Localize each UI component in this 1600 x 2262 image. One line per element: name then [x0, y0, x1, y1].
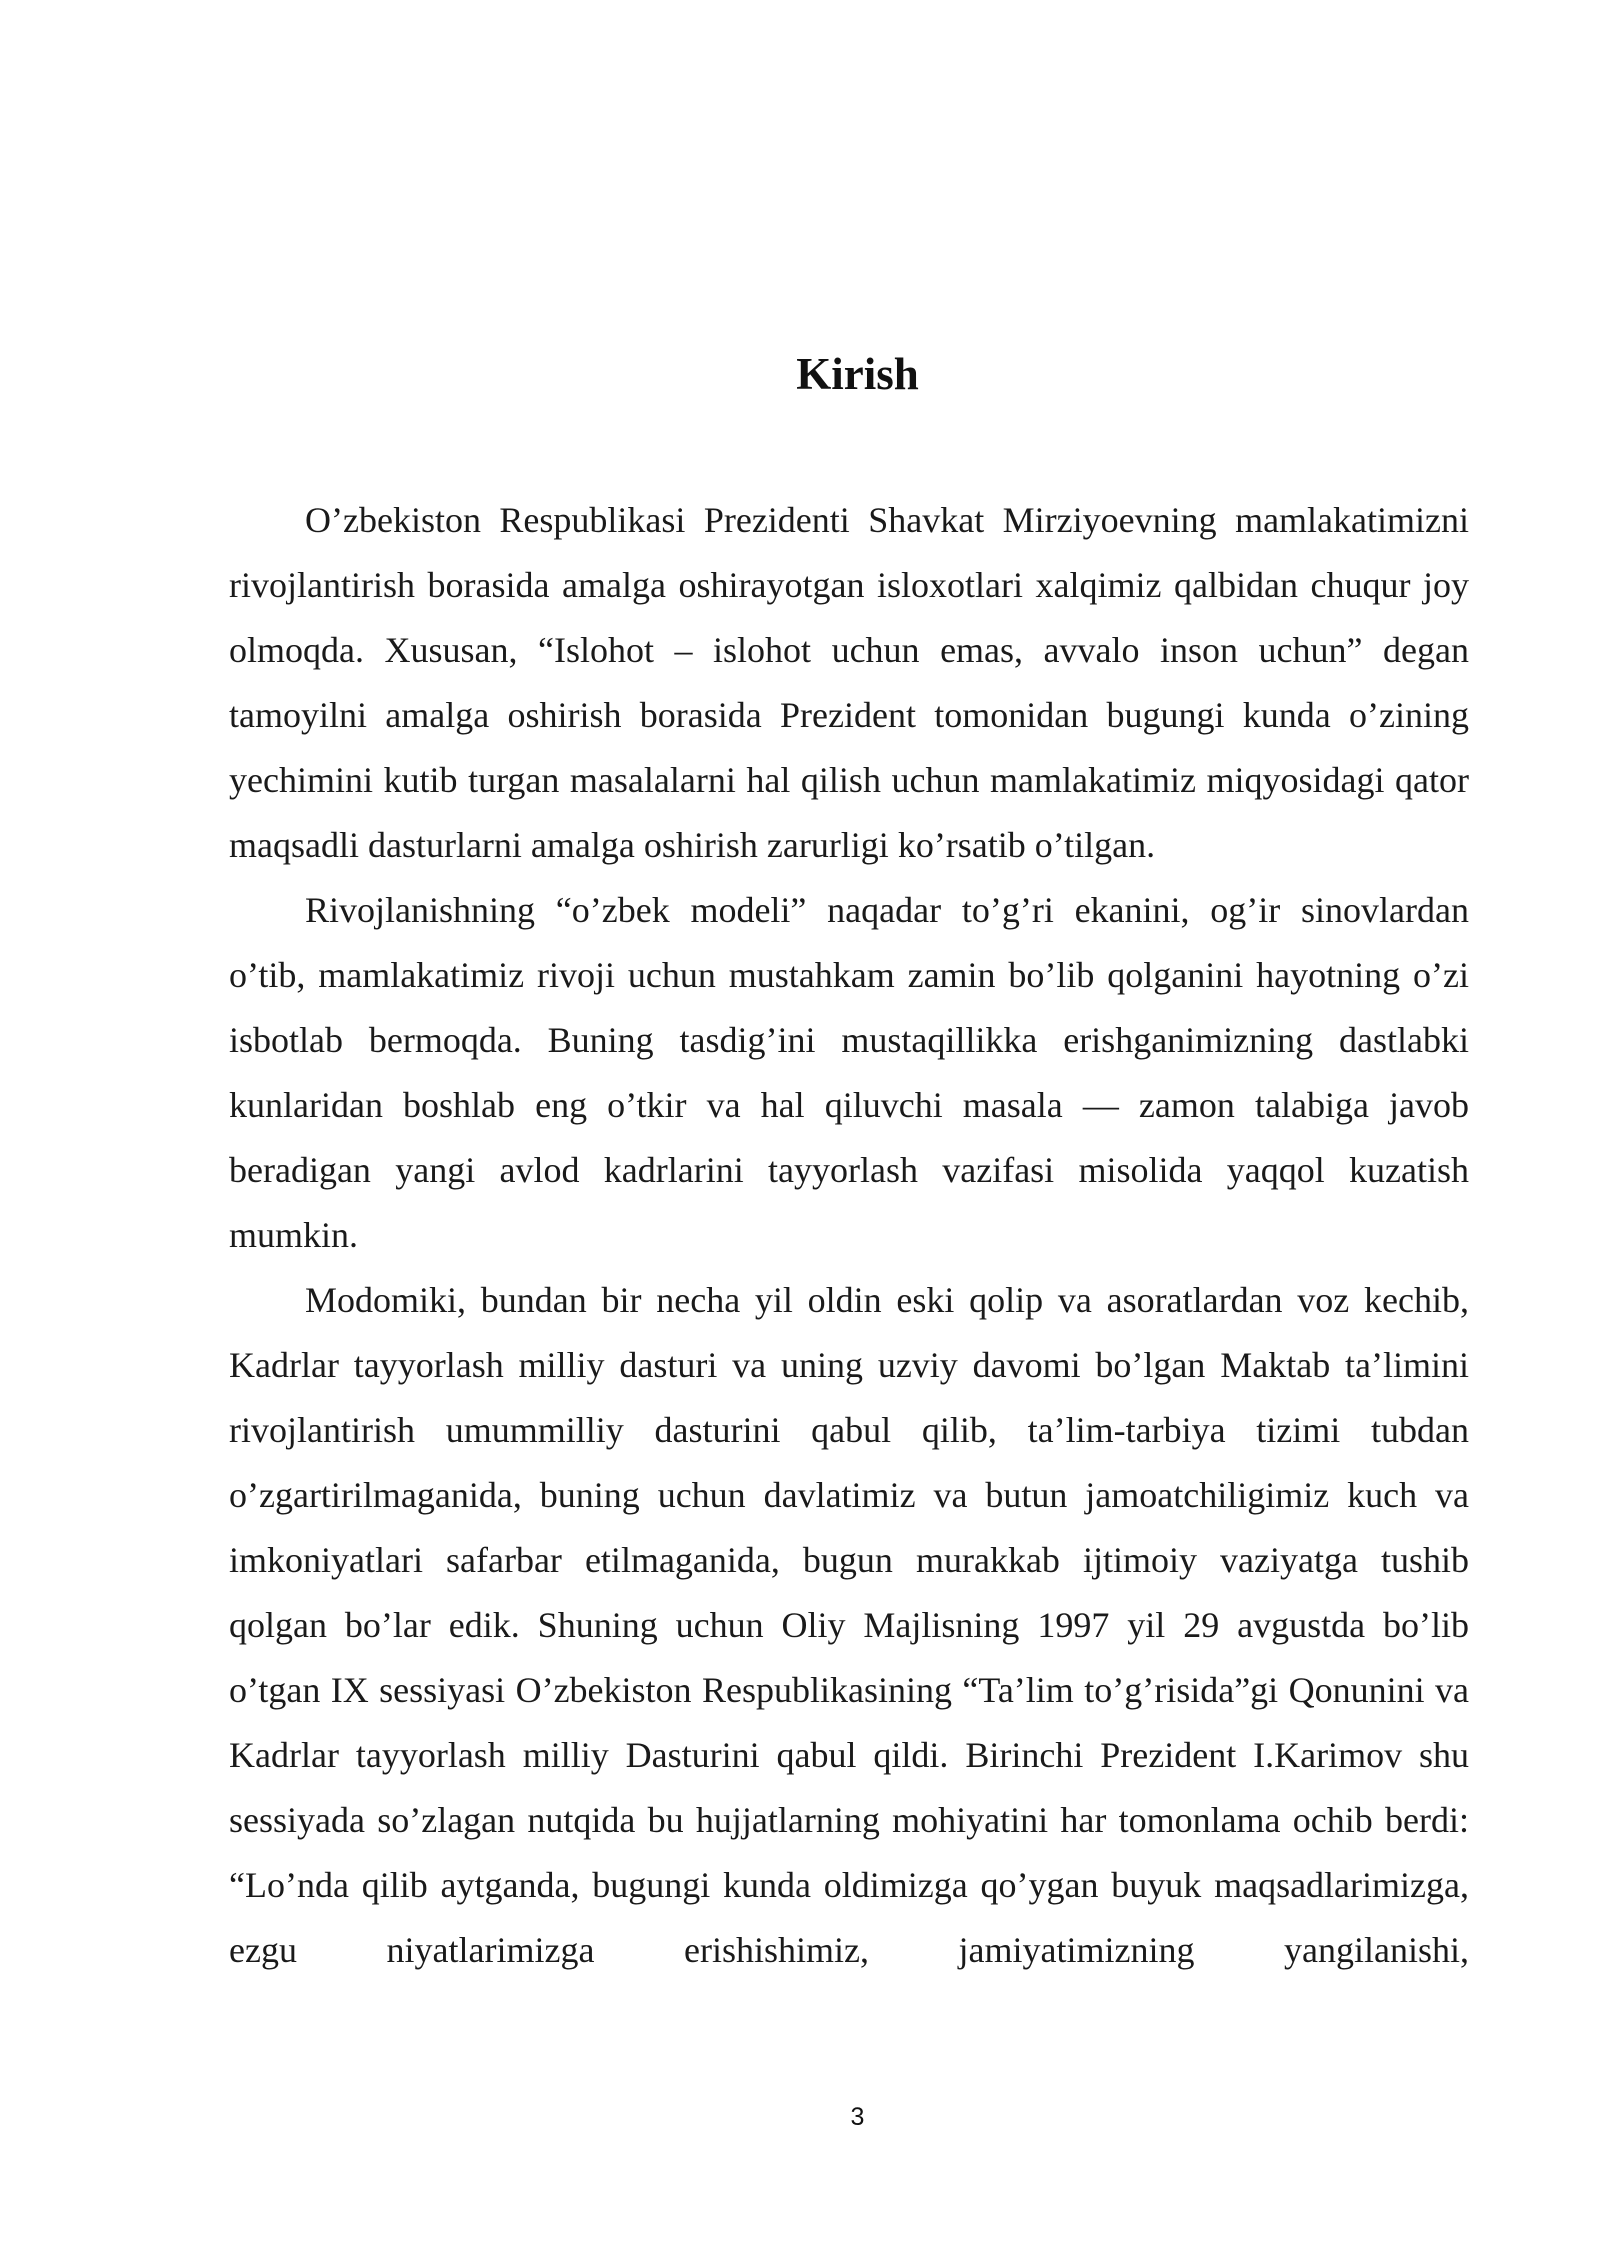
body-text	[229, 488, 1469, 1983]
paragraph-2: Rivojlanishning “o’zbek modeli” naqadar to’g’ri ekanini, og’ir sinovlardan o’tib, mamlakatimiz rivoji uchun mustahkam zamin bo’lib qolganini hayotning o’zi isbotlab bermoqda. Buning tasdig’ini mustaqillikka erishganimizning dastlabki kunlaridan boshlab eng o’tkir va hal qiluvchi masala — zamon talabiga javob beradigan yangi avlod kadrlarini tayyorlash vazifasi misolida yaqqol kuzatish mumkin.	[229, 890, 1469, 1255]
paragraph-1: O’zbekiston Respublikasi Prezidenti Shavkat Mirziyoevning mamlakatimizni rivojlantirish borasida amalga oshirayotgan isloxotlari xalqimiz qalbidan chuqur joy olmoqda. Xususan, “Islohot – islohot uchun emas, avvalo inson uchun” degan tamoyilni amalga oshirish borasida Prezident tomonidan bugungi kunda o’zining yechimini kutib turgan masalalarni hal qilish uchun mamlakatimiz miqyosidagi qator maqsadli dasturlarni amalga oshirish zarurligi ko’rsatib o’tilgan.	[229, 500, 1469, 865]
page-number: 3	[850, 2103, 865, 2131]
paragraph-3: Modomiki, bundan bir necha yil oldin eski qolip va asoratlardan voz kechib, Kadrlar tayyorlash milliy dasturi va uning uzviy davomi bo’lgan Maktab ta’limini rivojlantirish umummilliy dasturini qabul qilib, ta’lim-tarbiya tizimi tubdan o’zgartirilmaganida, buning uchun davlatimiz va butun jamoatchiligimiz kuch va imkoniyatlari safarbar etilmaganida, bugun murakkab ijtimoiy vaziyatga tushib qolgan bo’lar edik. Shuning uchun Oliy Majlisning 1997 yil 29 avgustda bo’lib o’tgan IX sessiyasi O’zbekiston Respublikasining “Ta’lim to’g’risida”gi Qonunini va Kadrlar tayyorlash milliy Dasturini qabul qildi. Birinchi Prezident I.Karimov shu sessiyada so’zlagan nutqida bu hujjatlarning mohiyatini har tomonlama ochib berdi: “Lo’nda qilib aytganda, bugungi kunda oldimizga qo’ygan buyuk maqsadlarimizga, ezgu niyatlarimizga erishishimiz, jamiyatimizning yangilanishi,	[229, 1280, 1469, 1970]
page-title: Kirish	[796, 349, 919, 399]
